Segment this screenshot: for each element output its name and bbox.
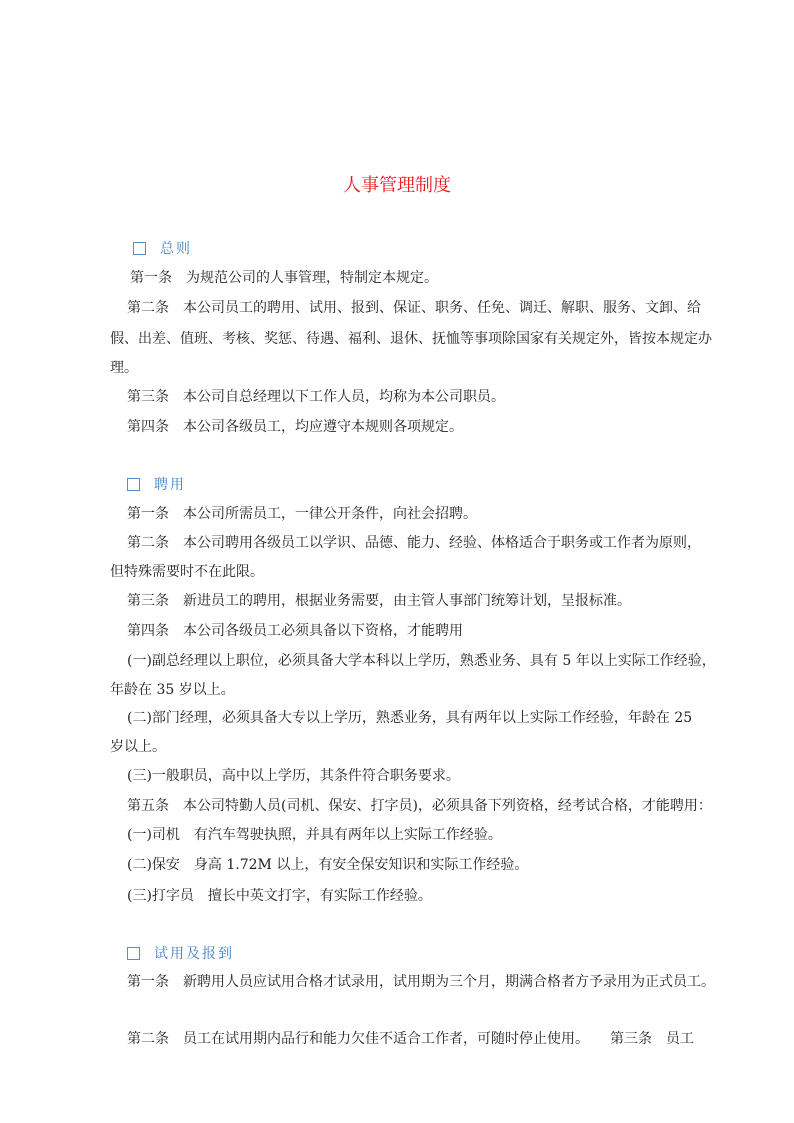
paragraph-line: 理。: [110, 360, 138, 376]
paragraph-line: 第二条 员工在试用期内品行和能力欠佳不适合工作者，可随时停止使用。 第三条 员工: [127, 1031, 694, 1047]
paragraph-line: 第四条 本公司各级员工，均应遵守本规则各项规定。: [127, 419, 463, 435]
checkbox-icon: [127, 478, 140, 491]
section-heading-general: [133, 238, 192, 258]
paragraph-line: 第五条 本公司特勤人员(司机、保安、打字员)，必须具备下列资格，经考试合格，才能聘用：: [127, 798, 712, 814]
section-heading-label: 聘用: [154, 477, 186, 493]
paragraph-line: 第一条 本公司所需员工，一律公开条件，向社会招聘。: [127, 506, 477, 522]
paragraph-line: 岁以上。: [110, 739, 166, 755]
paragraph-line: (二)保安 身高 1.72M 以上，有安全保安知识和实际工作经验。: [127, 857, 529, 873]
paragraph-line: 第一条 新聘用人员应试用合格才试录用，试用期为三个月，期满合格者方予录用为正式员工。: [127, 974, 715, 990]
paragraph-line: (三)打字员 擅长中英文打字，有实际工作经验。: [127, 888, 432, 904]
paragraph-line: (一)副总经理以上职位，必须具备大学本科以上学历，熟悉业务、具有 5 年以上实际工作经验，: [127, 653, 716, 669]
paragraph-line: 第三条 本公司自总经理以下工作人员，均称为本公司职员。: [127, 389, 505, 405]
paragraph-line: 年龄在 35 岁以上。: [110, 682, 235, 698]
paragraph-line: 第三条 新进员工的聘用，根据业务需要，由主管人事部门统筹计划，呈报标准。: [127, 593, 631, 609]
section-heading-label: 总则: [160, 241, 192, 257]
paragraph-line: 第二条 本公司员工的聘用、试用、报到、保证、职务、任免、调迁、解职、服务、文卸、给: [127, 300, 701, 316]
document-title: 人事管理制度: [343, 175, 451, 196]
checkbox-icon: [127, 947, 140, 960]
section-heading-label: 试用及报到: [154, 946, 234, 962]
section-heading-hiring: [127, 474, 186, 494]
checkbox-icon: [133, 242, 146, 255]
paragraph-line: (二)部门经理，必须具备大专以上学历，熟悉业务，具有两年以上实际工作经验，年龄在 25: [127, 710, 693, 726]
section-heading-probation: [127, 943, 234, 963]
paragraph-line: 假、出差、值班、考核、奖惩、待遇、福利、退休、抚恤等事项除国家有关规定外，皆按本规定办: [110, 331, 712, 347]
paragraph-line: (三)一般职员，高中以上学历，其条件符合职务要求。: [127, 768, 460, 784]
paragraph-line: 第四条 本公司各级员工必须具备以下资格，才能聘用: [127, 623, 463, 639]
paragraph-line: 但特殊需要时不在此限。: [110, 564, 264, 580]
paragraph-line: 第一条 为规范公司的人事管理，特制定本规定。: [130, 270, 438, 286]
paragraph-line: 第二条 本公司聘用各级员工以学识、品德、能力、经验、体格适合于职务或工作者为原则，: [127, 535, 701, 551]
paragraph-line: (一)司机 有汽车驾驶执照，并具有两年以上实际工作经验。: [127, 827, 502, 843]
